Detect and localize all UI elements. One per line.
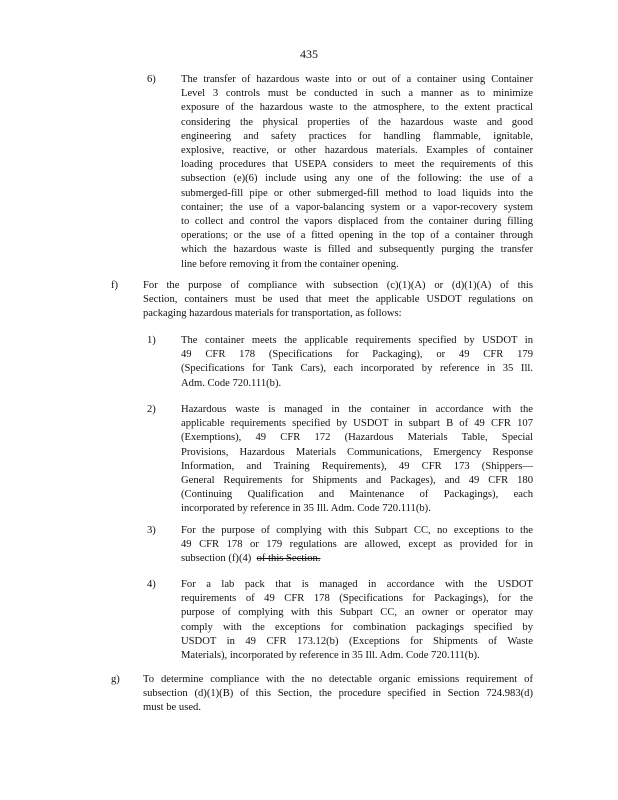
text-line: purpose of complying with this Subpart CC, an owner or operator may	[181, 607, 533, 619]
text-line: to collect and control the vapors displaced from the container during filling	[181, 216, 533, 228]
text-line: For the purpose of complying with this Subpart CC, no exceptions to the	[181, 525, 533, 536]
text-line: operations; or the use of a fitted opening in the top of a container through	[181, 230, 533, 242]
text-line: explosive, reactive, or other hazardous materials. Examples of container	[181, 145, 533, 157]
text-line: Adm. Code 720.111(b).	[181, 377, 282, 389]
item-1-marker: 1)	[147, 335, 156, 346]
text-line: For the purpose of compliance with subsection (c)(1)(A) or (d)(1)(A) of this	[143, 280, 533, 291]
item-2-marker: 2)	[147, 404, 156, 415]
text-line: Section, containers must be used that meet the applicable USDOT regulations on	[143, 294, 533, 306]
text-line: incorporated by reference in 35 Ill. Adm. Code 720.111(b).	[181, 503, 431, 515]
text-line: comply with the exceptions for combination packagings specified by	[181, 621, 533, 633]
text-line: 49 CFR 178 or 179 regulations are allowed, except as provided for in	[181, 539, 533, 551]
text-line: Information, and Training Requirements), 49 CFR 173 (Shippers—	[181, 460, 533, 472]
text-line: line before removing it from the container opening.	[181, 258, 399, 270]
text-line: subsection (e)(6) include using any one of the following: the use of a	[181, 173, 533, 185]
text-line: packaging hazardous materials for transportation, as follows:	[143, 308, 402, 320]
text-line: The transfer of hazardous waste into or out of a container using Container	[181, 74, 533, 85]
item-3-marker: 3)	[147, 525, 156, 536]
text-line: General Requirements for Shipments and Packages), and 49 CFR 180	[181, 475, 533, 487]
text-line: submerged-fill pipe or other submerged-fill method to load liquids into the	[181, 187, 533, 199]
text-line: (Specifications for Tank Cars), each incorporated by reference in 35 Ill.	[181, 363, 533, 375]
text-line: Hazardous waste is managed in the container in accordance with the	[181, 404, 533, 415]
item-f-text	[143, 279, 533, 322]
text-line: Provisions, Hazardous Materials Communications, Emergency Response	[181, 446, 533, 458]
item-f-marker: f)	[111, 280, 119, 291]
text-line: The container meets the applicable requirements specified by USDOT in	[181, 335, 533, 346]
text-line: To determine compliance with the no detectable organic emissions requirement of	[143, 674, 533, 685]
text-line: loading procedures that USEPA considers to meet the requirements of this	[181, 159, 533, 171]
page-number: 435	[300, 47, 318, 61]
struck-text: of this Section.	[256, 553, 321, 565]
item-1-text	[181, 334, 533, 391]
subsection-ref: subsection (f)(4)	[181, 553, 252, 565]
text-line: which the hazardous waste is filled and subsequently purging the transfer	[181, 244, 533, 256]
item-6-text	[181, 73, 533, 272]
item-4-text	[181, 578, 533, 663]
text-line: container; the use of a vapor-balancing system or a vapor-recovery system	[181, 201, 533, 213]
item-g-marker: g)	[111, 674, 120, 685]
text-line: (Exemptions), 49 CFR 172 (Hazardous Materials Table, Special	[181, 432, 533, 444]
text-line: For a lab pack that is managed in accordance with the USDOT	[181, 579, 533, 590]
text-line: (Continuing Qualification and Maintenance of Packagings), each	[181, 489, 533, 501]
text-line: 49 CFR 178 (Specifications for Packaging), or 49 CFR 179	[181, 349, 533, 361]
text-line: Materials), incorporated by reference in 35 Ill. Adm. Code 720.111(b).	[181, 650, 480, 662]
text-line: USDOT in 49 CFR 173.12(b) (Exceptions for Shipments of Waste	[181, 635, 533, 647]
text-line: must be used.	[143, 702, 201, 714]
item-6-marker: 6)	[147, 74, 156, 85]
text-line: considering the physical properties of the hazardous waste and good	[181, 116, 533, 128]
item-2-text	[181, 403, 533, 517]
item-g-text	[143, 673, 533, 716]
item-3-text	[181, 524, 533, 567]
text-line: engineering and safety practices for handling flammable, ignitable,	[181, 130, 533, 142]
text-line: subsection (d)(1)(B) of this Section, the procedure specified in Section 724.983(d)	[143, 688, 533, 700]
text-line: Level 3 controls must be conducted in such a manner as to minimize	[181, 88, 533, 100]
text-line: applicable requirements specified by USDOT in subpart B of 49 CFR 107	[181, 418, 533, 430]
text-line	[181, 552, 533, 566]
text-line: requirements of 49 CFR 178 (Specifications for Packagings), for the	[181, 593, 533, 605]
item-4-marker: 4)	[147, 579, 156, 590]
text-line: exposure of the hazardous waste to the atmosphere, to the extent practical	[181, 102, 533, 114]
